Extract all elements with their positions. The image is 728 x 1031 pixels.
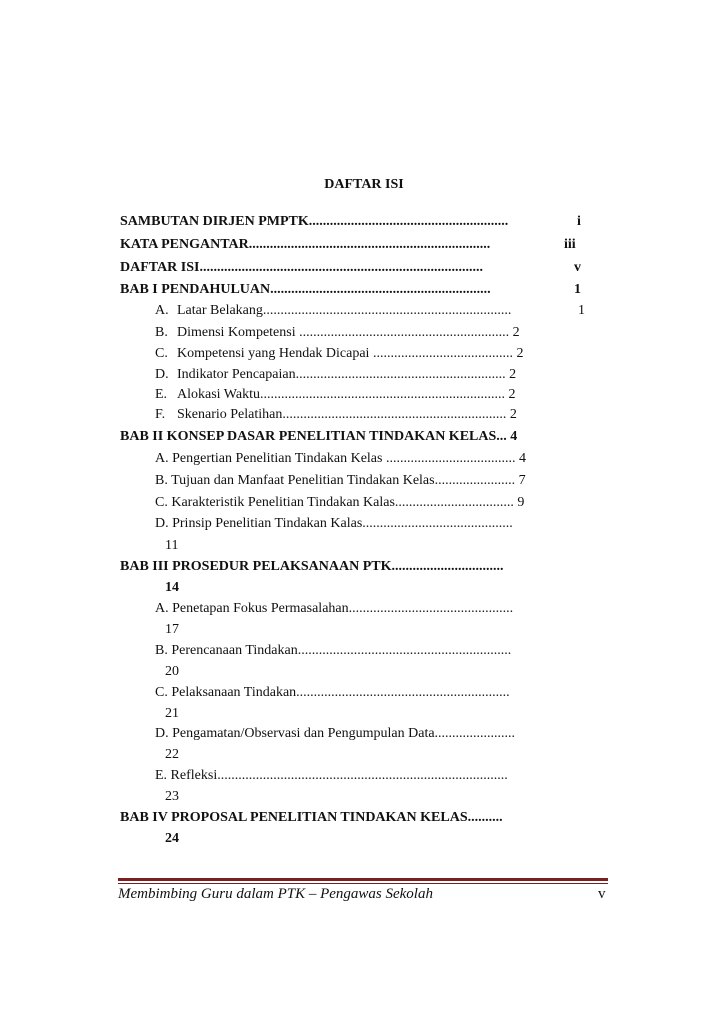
toc-entry-bab2[interactable]: BAB II KONSEP DASAR PENELITIAN TINDAKAN KELAS... 4 [120, 429, 518, 444]
toc-page-bab3-a: 17 [165, 622, 179, 637]
toc-entry-daftar-isi[interactable]: DAFTAR ISI................................................................................. [120, 260, 483, 275]
toc-item-bab3-e[interactable]: E. Refleksi................................................................................... [155, 768, 508, 783]
item-letter: A. [155, 303, 169, 318]
item-letter: D. [155, 367, 169, 382]
toc-entry-sambutan[interactable]: SAMBUTAN DIRJEN PMPTK......................................................... [120, 214, 509, 229]
toc-item-bab1-f[interactable] [155, 406, 517, 424]
toc-page-bab1-a: 1 [578, 303, 585, 318]
footer-title: Membimbing Guru dalam PTK – Pengawas Sekolah [118, 886, 433, 902]
item-text: Indikator Pencapaian............................................................ 2 [177, 367, 517, 382]
toc-entry-bab4[interactable]: BAB IV PROPOSAL PENELITIAN TINDAKAN KELAS.......... [120, 810, 503, 825]
item-text: Latar Belakang....................................................................... [177, 303, 512, 318]
toc-entry-bab1[interactable]: BAB I PENDAHULUAN............................................................... [120, 282, 491, 297]
toc-page-kata-pengantar: iii [564, 237, 576, 252]
toc-entry-kata-pengantar[interactable]: KATA PENGANTAR..................................................................... [120, 237, 491, 252]
footer-rule-thick [118, 878, 608, 881]
page-title: DAFTAR ISI [324, 177, 404, 192]
item-text: Dimensi Kompetensi ............................................................ 2 [177, 325, 520, 340]
toc-item-bab2-a[interactable]: A. Pengertian Penelitian Tindakan Kelas ..................................... 4 [155, 451, 526, 466]
item-text: Alokasi Waktu...................................................................... 2 [177, 387, 516, 402]
item-letter: B. [155, 325, 168, 340]
toc-page-bab4: 24 [165, 831, 179, 846]
toc-page-bab3-d: 22 [165, 747, 179, 762]
footer-rule-thin [118, 883, 608, 884]
item-text: Skenario Pelatihan................................................................ 2 [177, 407, 517, 422]
toc-item-bab3-b[interactable]: B. Perencanaan Tindakan............................................................. [155, 643, 512, 658]
toc-item-bab1-e[interactable] [155, 386, 516, 404]
toc-page-bab3-e: 23 [165, 789, 179, 804]
toc-item-bab3-c[interactable]: C. Pelaksanaan Tindakan............................................................. [155, 685, 510, 700]
toc-item-bab1-c[interactable] [155, 345, 523, 363]
toc-page-bab3: 14 [165, 580, 179, 595]
item-letter: F. [155, 407, 166, 422]
toc-page-bab2-d: 11 [165, 538, 179, 553]
toc-page-bab3-c: 21 [165, 706, 179, 721]
item-letter: C. [155, 346, 168, 361]
item-text: Kompetensi yang Hendak Dicapai ........................................ 2 [177, 346, 524, 361]
toc-page-daftar-isi: v [574, 260, 581, 275]
toc-page-sambutan: i [577, 214, 581, 229]
toc-item-bab3-a[interactable]: A. Penetapan Fokus Permasalahan............................................... [155, 601, 514, 616]
toc-item-bab2-b[interactable]: B. Tujuan dan Manfaat Penelitian Tindakan Kelas....................... 7 [155, 473, 526, 488]
toc-item-bab3-d[interactable]: D. Pengamatan/Observasi dan Pengumpulan Data....................... [155, 726, 516, 741]
toc-item-bab2-c[interactable]: C. Karakteristik Penelitian Tindakan Kalas.................................. 9 [155, 495, 525, 510]
footer-page-number: v [598, 886, 606, 902]
toc-item-bab1-b[interactable] [155, 324, 520, 342]
toc-entry-bab3[interactable]: BAB III PROSEDUR PELAKSANAAN PTK................................ [120, 559, 504, 574]
item-letter: E. [155, 387, 168, 402]
toc-item-bab1-d[interactable] [155, 366, 516, 384]
toc-page-bab1: 1 [574, 282, 581, 297]
toc-item-bab2-d[interactable]: D. Prinsip Penelitian Tindakan Kalas........................................... [155, 516, 513, 531]
toc-page-bab3-b: 20 [165, 664, 179, 679]
toc-item-bab1-a[interactable] [155, 302, 511, 320]
